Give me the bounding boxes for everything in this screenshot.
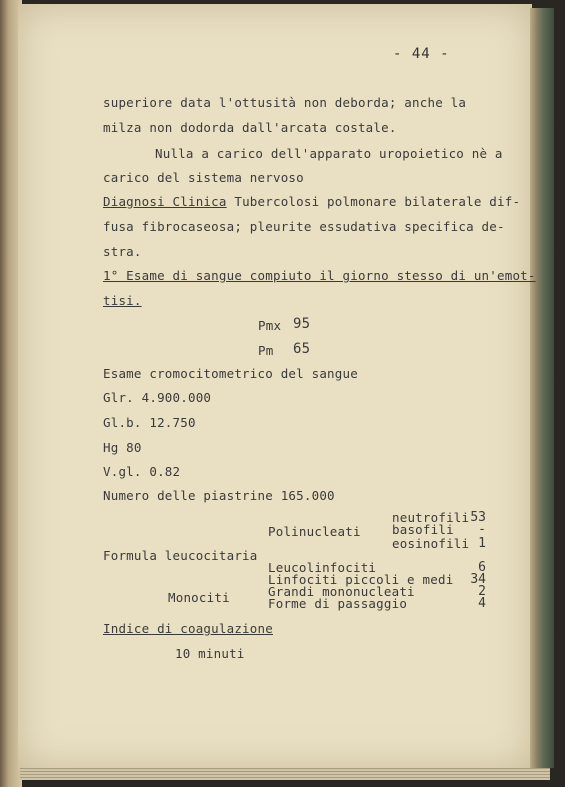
- paragraph-line: milza non dodorda dall'arcata costale.: [103, 120, 397, 135]
- glb-value: Gl.b. 12.750: [103, 415, 196, 430]
- pm-value: 65: [293, 341, 311, 357]
- grandi-mononucleati-value: 2: [478, 584, 486, 599]
- leucolinfociti-label: Leucolinfociti: [268, 560, 377, 575]
- pmx-label: Pmx: [258, 318, 282, 333]
- platelets-value: Numero delle piastrine 165.000: [103, 488, 335, 503]
- coagulation-value: 10 minuti: [175, 646, 245, 661]
- paragraph-line: superiore data l'ottusità non deborda; anche la: [103, 95, 467, 110]
- diagnosis-label: Diagnosi Clinica: [103, 194, 227, 209]
- pmx-value: 95: [293, 316, 311, 332]
- diagnosis-text: Tubercolosi polmonare bilaterale dif-: [226, 194, 521, 209]
- eosinofili-value: 1: [478, 536, 486, 551]
- eosinofili-label: eosinofili: [392, 536, 470, 551]
- grandi-mononucleati-label: Grandi mononucleati: [268, 584, 415, 599]
- vgl-value: V.gl. 0.82: [103, 464, 181, 479]
- leucolinfociti-value: 6: [478, 560, 486, 575]
- neutrofili-value: 53: [470, 510, 486, 525]
- diagnosis-line: fusa fibrocaseosa; pleurite essudativa specifica de-: [103, 219, 505, 234]
- paragraph-line: carico del sistema nervoso: [103, 170, 304, 185]
- polinucleati-label: Polinucleati: [268, 524, 361, 539]
- basofili-label: basofili: [392, 522, 454, 537]
- document-page: [18, 4, 532, 770]
- blood-exam-heading: tisi.: [103, 293, 142, 308]
- forme-passaggio-label: Forme di passaggio: [268, 596, 408, 611]
- linfociti-value: 34: [470, 572, 486, 587]
- coagulation-heading: Indice di coagulazione: [103, 621, 273, 636]
- basofili-value: -: [478, 522, 486, 537]
- cromocitometric-heading: Esame cromocitometrico del sangue: [103, 366, 358, 381]
- formula-title: Formula leucocitaria: [103, 548, 258, 563]
- blood-exam-heading: 1° Esame di sangue compiuto il giorno stesso di un'emot-: [103, 268, 536, 283]
- paragraph-line: Nulla a carico dell'apparato uropoietico nè a: [155, 146, 503, 161]
- neutrofili-label: neutrofili: [392, 510, 470, 525]
- pm-label: Pm: [258, 343, 274, 358]
- hg-value: Hg 80: [103, 440, 142, 455]
- glr-value: Glr. 4.900.000: [103, 390, 212, 405]
- page-stack: [20, 768, 550, 780]
- linfociti-label: Linfociti piccoli e medi: [268, 572, 454, 587]
- book-spine: [530, 8, 554, 768]
- forme-passaggio-value: 4: [478, 596, 486, 611]
- page-number: - 44 -: [393, 46, 450, 62]
- diagnosis-line: [103, 194, 520, 209]
- diagnosis-line: stra.: [103, 244, 142, 259]
- monociti-label: Monociti: [168, 590, 230, 605]
